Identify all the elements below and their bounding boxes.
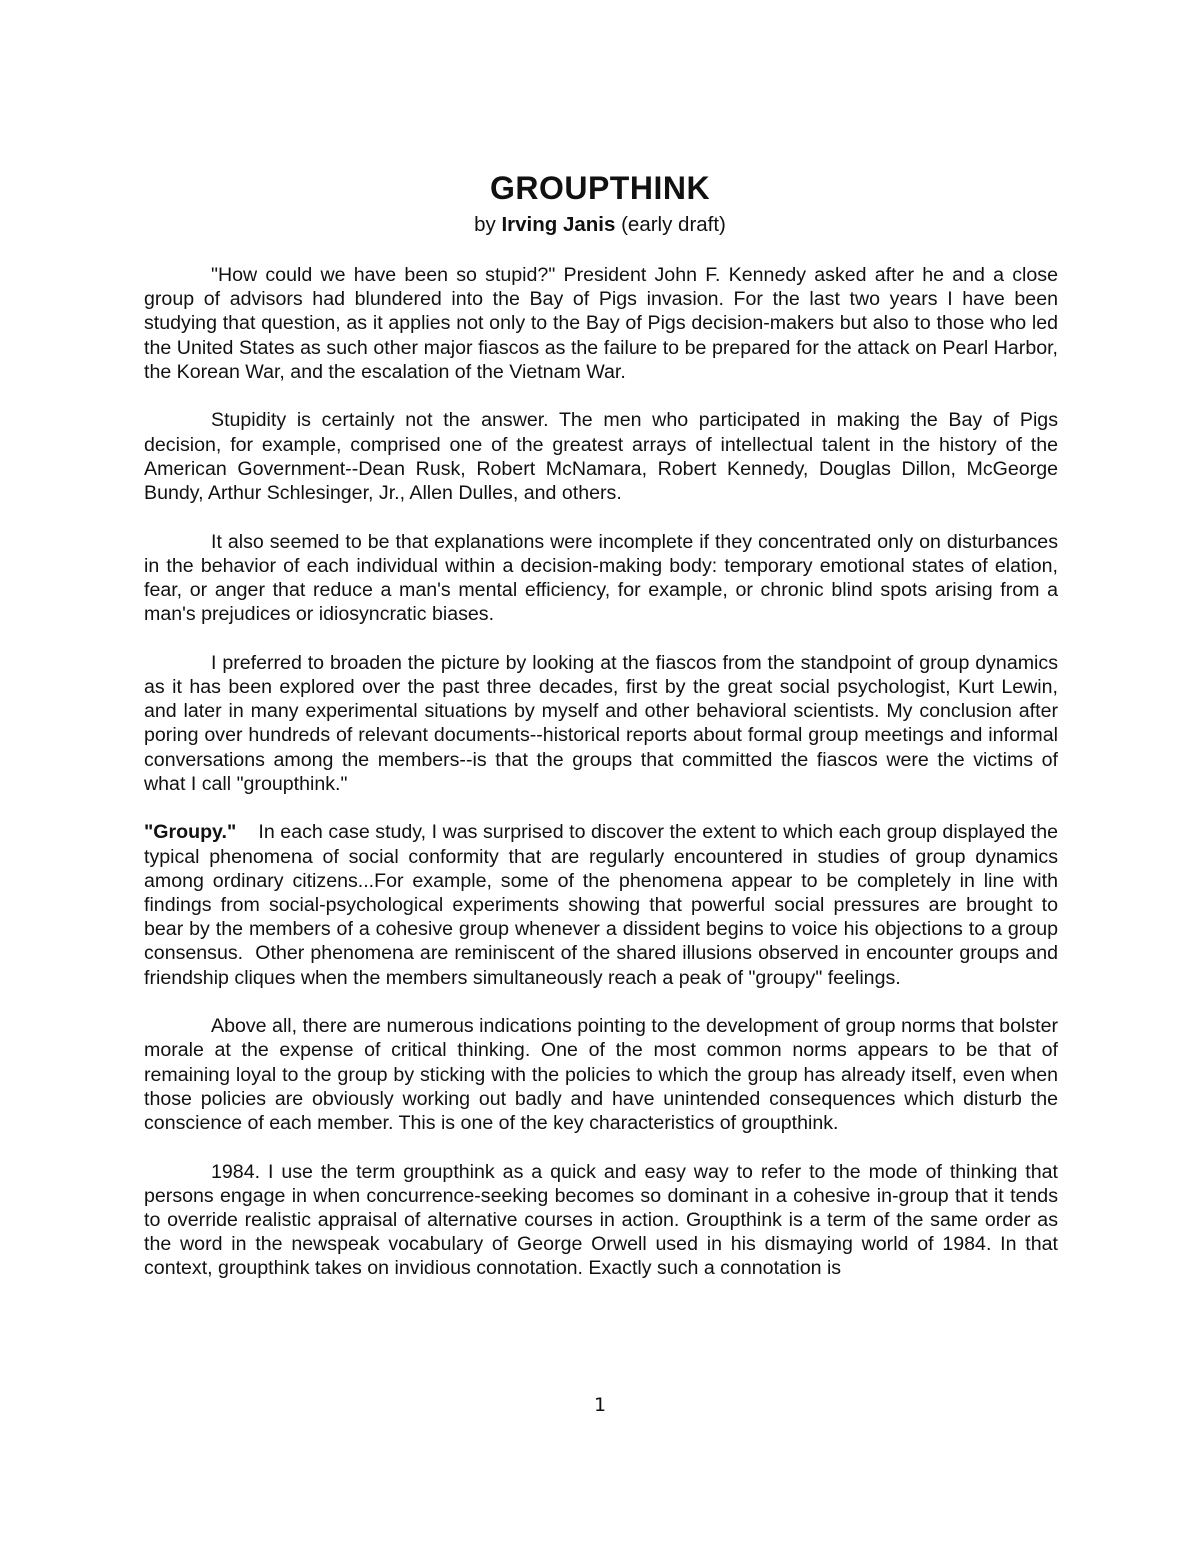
paragraph-7: 1984. I use the term groupthink as a quick and easy way to refer to the mode of thinking that persons engage in when concurrence-seeking becomes so dominant in a cohesive in-group that it tends to override realistic appraisal of alternative courses in action. Groupthink is a term of the same order as the word in the newspeak vocabulary of George Orwell used in his dismaying world of 1984. In that context, groupthink takes on invidious connotation. Exactly such a connotation is — [144, 1160, 1058, 1280]
byline-author: Irving Janis — [501, 213, 616, 236]
byline — [0, 211, 1200, 239]
paragraph-4: I preferred to broaden the picture by looking at the fiascos from the standpoint of group dynamics as it has been explored over the past three decades, first by the great social psychologist, Kurt Lewin, and later in many experimental situations by myself and other behavioral scientists. My conclusion after poring over hundreds of relevant documents--historical reports about formal group meetings and informal conversations among the members--is that the groups that committed the fiascos were the victims of what I call "groupthink." — [144, 651, 1058, 795]
document-title: GROUPTHINK — [489, 170, 711, 206]
document-body — [144, 263, 1064, 1305]
section-heading-groupy: "Groupy." — [144, 821, 237, 844]
page-number: 1 — [593, 1394, 607, 1416]
paragraph-6: Above all, there are numerous indications pointing to the development of group norms that bolster morale at the expense of critical thinking. One of the most common norms appears to be that of remaining loyal to the group by sticking with the policies to which the group has already itself, even when those policies are obviously working out badly and have unintended consequences which disturb the conscience of each member. This is one of the key characteristics of groupthink. — [144, 1015, 1058, 1135]
byline-prefix: by — [474, 213, 502, 236]
byline-note: (early draft) — [615, 213, 726, 236]
paragraph-1: "How could we have been so stupid?" President John F. Kennedy asked after he and a close group of advisors had blundered into the Bay of Pigs invasion. For the last two years I have been studying that question, as it applies not only to the Bay of Pigs decision-makers but also to those who led the United States as such other major fiascos as the failure to be prepared for the attack on Pearl Harbor, the Korean War, and the escalation of the Vietnam War. — [144, 264, 1058, 383]
paragraph-3: It also seemed to be that explanations were incomplete if they concentrated only on disturbances in the behavior of each individual within a decision-making body: temporary emotional states of elation, fear, or anger that reduce a man's mental efficiency, for example, or chronic blind spots arising from a man's prejudices or idiosyncratic biases. — [144, 530, 1058, 626]
paragraph-2: Stupidity is certainly not the answer. The men who participated in making the Bay of Pigs decision, for example, comprised one of the greatest arrays of intellectual talent in the history of the American Government--Dean Rusk, Robert McNamara, Robert Kennedy, Douglas Dillon, McGeorge Bundy, Arthur Schlesinger, Jr., Allen Dulles, and others. — [144, 409, 1058, 505]
paragraph-5 — [144, 820, 1064, 989]
paragraph-5-text: In each case study, I was surprised to discover the extent to which each group displayed the typical phenomena of social conformity that are regularly encountered in studies of group dynamics among ordinary citizens...For example, some of the phenomena appear to be completely in line with findings from social-psychological experiments showing that powerful social pressures are brought to bear by the members of a cohesive group whenever a dissident begins to voice his objections to a group consensus. Other phenomena are reminiscent of the shared illusions observed in encounter groups and friendship cliques when the members simultaneously reach a peak of "groupy" feelings. — [144, 821, 1064, 989]
